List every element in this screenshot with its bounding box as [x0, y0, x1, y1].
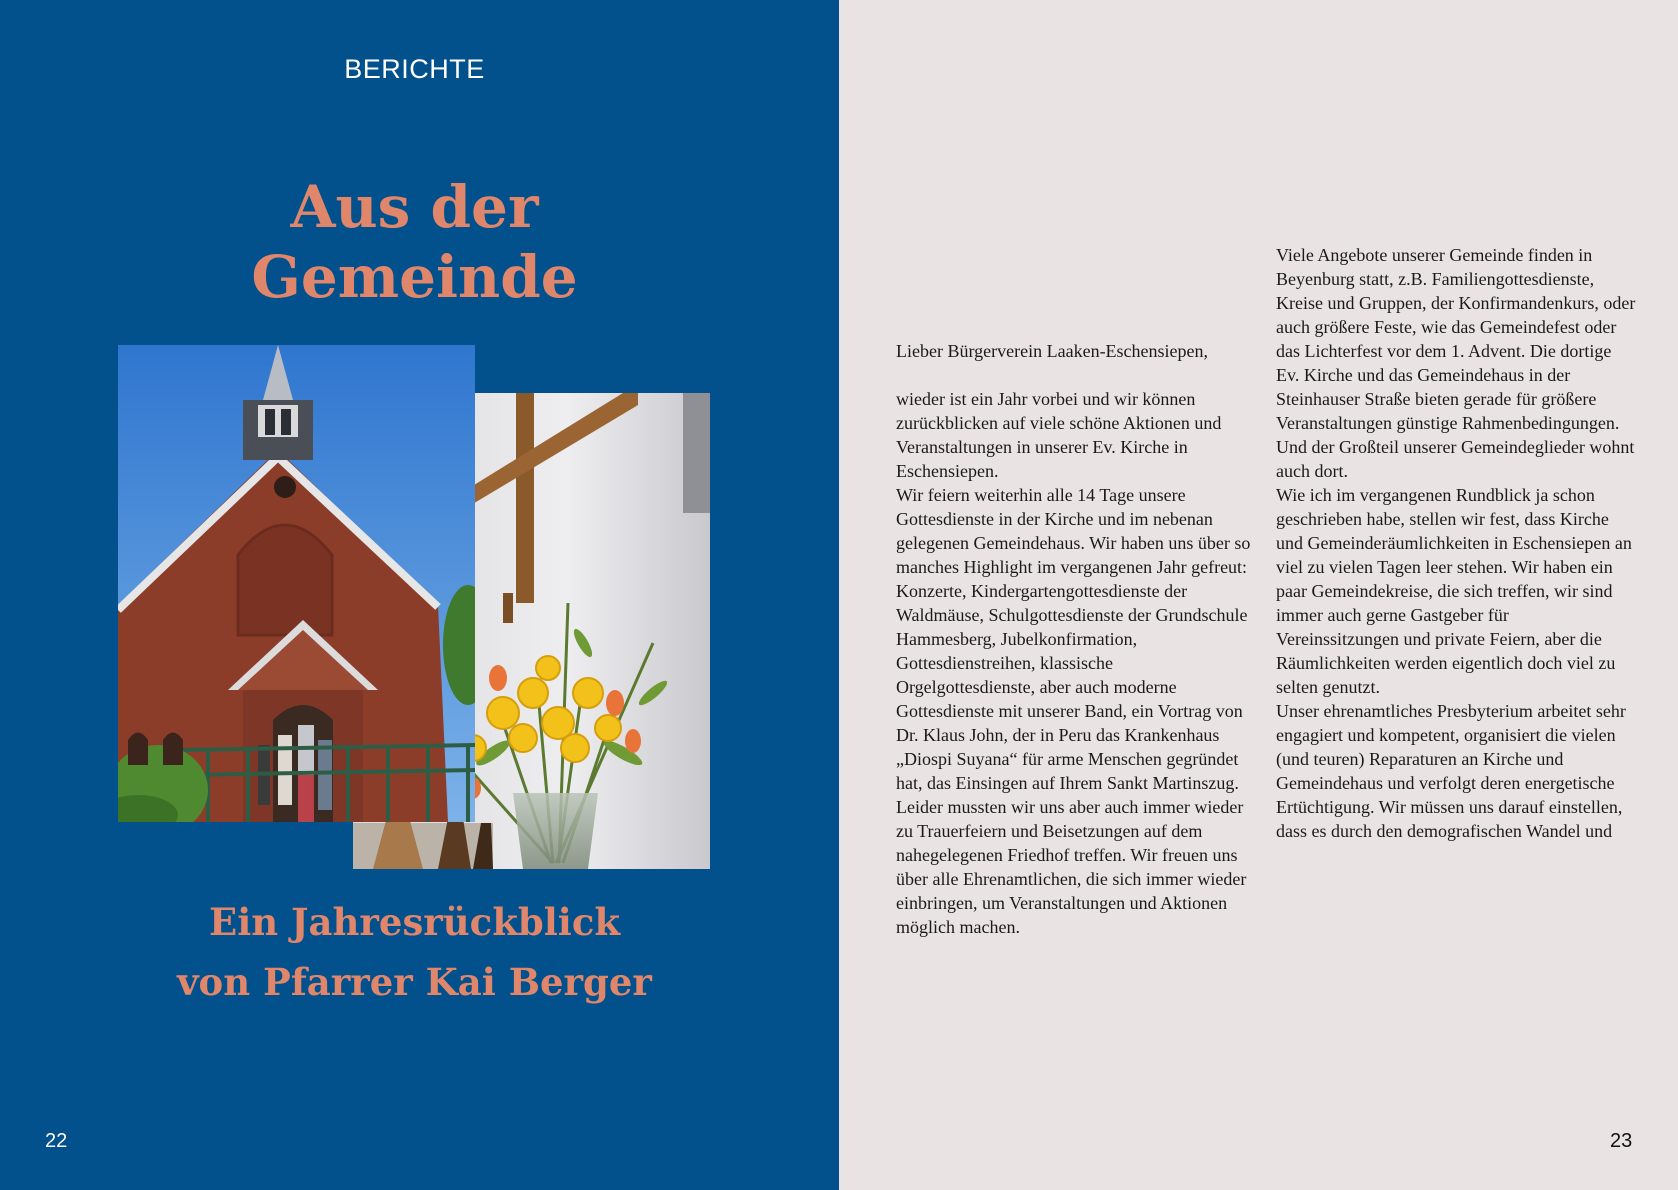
page-number-left: 22	[45, 1130, 68, 1152]
column-2-paragraph-2: Wie ich im vergangenen Rundblick ja schon geschrieben habe, stellen wir fest, dass Kirche und Gemeinderäumlichkeiten in Eschensiepen an viel zu vielen Tagen leer stehen. Wir haben ein paar Gemeindekreise, die sich treffen, wir sind immer auch gerne Gastgeber für Vereinssitzungen und private Feiern, aber die Räumlichkeiten werden eigentlich doch viel zu selten genutzt.	[1276, 485, 1632, 697]
subtitle-line-1: Ein Jahresrückblick	[209, 900, 620, 944]
page-title-line-2: Gemeinde	[251, 243, 578, 311]
page-number-right: 23	[1610, 1130, 1633, 1152]
column-2-paragraph-1: Viele Angebote unserer Gemeinde finden in Beyenburg statt, z.B. Familiengottesdienste, Kreise und Gruppen, der Konfirmandenkurs, oder auch größere Feste, wie das Gemeindefest oder das Lichterfest vor dem 1. Advent. Die dortige Ev. Kirche und das Gemeindehaus in der Steinhauser Straße bieten gerade für größere Veranstaltungen günstige Rahmenbedingungen. Und der Großteil unserer Gemeindeglieder wohnt auch dort.	[1276, 245, 1636, 481]
column-1-paragraph-1: wieder ist ein Jahr vorbei und wir können zurückblicken auf viele schöne Aktionen und Veranstaltungen in unserer Ev. Kirche in Eschensiepen.	[896, 389, 1222, 481]
church-photo	[118, 345, 475, 822]
church-image	[118, 345, 475, 822]
subtitle-line-2: von Pfarrer Kai Berger	[177, 960, 652, 1004]
page-title-line-1: Aus der	[290, 173, 539, 241]
text-column-1	[896, 339, 1256, 939]
text-column-2	[1276, 243, 1636, 843]
subtitle	[0, 892, 829, 1012]
column-2-paragraph-3: Unser ehrenamtliches Presbyterium arbeitet sehr engagiert und kompetent, organisiert die vielen (und teuren) Reparaturen an Kirche und Gemeindehaus und verfolgt deren energetische Ertüchtigung. Wir müssen uns darauf einstellen, dass es durch den demografischen Wandel und	[1276, 701, 1626, 841]
salutation: Lieber Bürgerverein Laaken-Eschensiepen,	[896, 341, 1209, 361]
column-1-paragraph-2: Wir feiern weiterhin alle 14 Tage unsere Gottesdienste in der Kirche und im nebenan gelegenen Gemeindehaus. Wir haben uns über so manches Highlight im vergangenen Jahr gefreut: Konzerte, Kindergartengottesdienste der Waldmäuse, Schulgottesdienste der Grundschule Hammesberg, Jubelkonfirmation, Gottesdienstreihen, klassische Orgelgottesdienste, aber auch moderne Gottesdienste mit unserer Band, ein Vortrag von Dr. Klaus John, der in Peru das Krankenhaus „Diospi Suyana“ für arme Menschen gegründet hat, das Einsingen auf Ihrem Sankt Martinszug. Leider mussten wir uns aber auch immer wieder zu Trauerfeiern und Beisetzungen auf dem nahegelegenen Friedhof treffen. Wir freuen uns über alle Ehrenamtlichen, die sich immer wieder einbringen, um Veranstaltungen und Aktionen möglich machen.	[896, 485, 1251, 937]
section-label: BERICHTE	[344, 54, 485, 84]
page-title	[0, 172, 829, 312]
